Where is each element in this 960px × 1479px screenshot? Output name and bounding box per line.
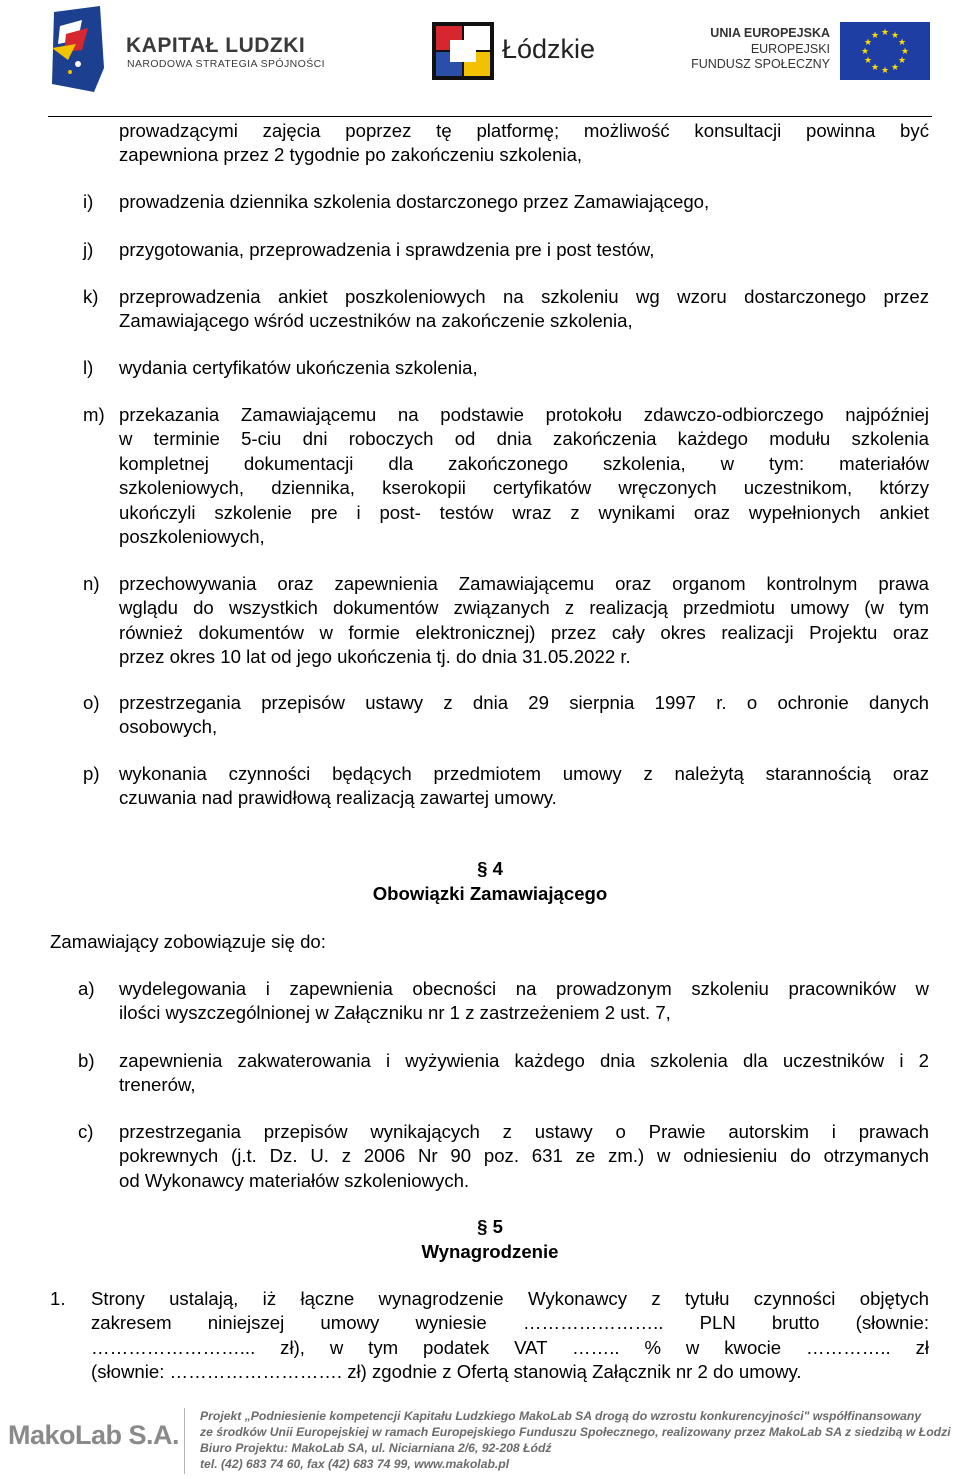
svg-text:★: ★ <box>880 28 890 38</box>
list-item-line: przekazania Zamawiającemu na podstawie protokołu zdawczo-odbiorczego najpóźniej <box>119 404 929 425</box>
eu-flag-icon <box>840 22 930 80</box>
list-item-line: Zamawiającego wśród uczestników na zakończenie szkolenia, <box>119 310 633 332</box>
svg-text:★: ★ <box>863 56 873 66</box>
svg-text:★: ★ <box>890 63 900 73</box>
list-item-label: m) <box>83 404 105 425</box>
footer-line-4: tel. (42) 683 74 60, fax (42) 683 74 99, www.makolab.pl <box>200 1457 510 1471</box>
list-item-line: prowadzenia dziennika szkolenia dostarczonego przez Zamawiającego, <box>119 191 710 212</box>
list-item-line: od Wykonawcy materiałów szkoleniowych. <box>119 1169 470 1191</box>
section-4-number: § 4 <box>477 858 503 879</box>
eu-line-2: EUROPEJSKI <box>750 42 830 56</box>
list-item-label: c) <box>78 1121 94 1142</box>
list-item-line: wydelegowania i zapewnienia obecności na prowadzonym szkoleniu pracowników w <box>119 978 929 999</box>
kl-title: KAPITAŁ LUDZKI <box>126 34 306 57</box>
section-4-intro: Zamawiający zobowiązuje się do: <box>50 931 326 952</box>
list-item-line: (słownie: ………………………. zł) zgodnie z Ofertą stanowią Załącznik nr 2 do umowy. <box>91 1361 802 1383</box>
list-item-label: o) <box>83 692 100 713</box>
svg-text:★: ★ <box>897 38 907 48</box>
logo-bar <box>0 0 960 110</box>
list-item-line: wglądu do wszystkich dokumentów związanych z realizacją przedmiotu umowy (w tym <box>119 597 929 619</box>
svg-text:★: ★ <box>863 38 873 48</box>
header-rule <box>48 116 932 117</box>
list-item-line: przeprowadzenia ankiet poszkoleniowych na szkoleniu wg wzoru dostarczonego przez <box>119 286 929 307</box>
list-item-label: 1. <box>50 1288 66 1309</box>
lodzkie-logo-icon <box>432 22 494 80</box>
list-item-label: l) <box>83 357 94 378</box>
list-item-line: przez okres 10 lat od jego ukończenia tj. do dnia 31.05.2022 r. <box>119 646 631 668</box>
list-item-label: i) <box>83 191 94 212</box>
list-item-line: poszkoleniowych, <box>119 526 265 547</box>
footer-divider <box>184 1408 185 1474</box>
list-item-label: b) <box>78 1050 95 1071</box>
section-5-number: § 5 <box>477 1216 503 1237</box>
svg-text:★: ★ <box>880 66 890 76</box>
footer-line-3: Biuro Projektu: MakoLab SA, ul. Niciarniana 2/6, 92-208 Łódź <box>200 1441 552 1455</box>
list-item-label: j) <box>83 239 94 260</box>
eu-line-3: FUNDUSZ SPOŁECZNY <box>691 57 830 71</box>
list-item-line: zakresem niniejszej umowy wyniesie ………………….. PLN brutto (słownie: <box>91 1312 929 1334</box>
list-item-line: kompletnej dokumentacji dla zakończonego szkolenia, w tym: materiałów <box>119 452 929 474</box>
list-item-line: prowadzącymi zajęcia poprzez tę platformę; możliwość konsultacji powinna być <box>119 120 929 141</box>
footer-line-1: Projekt „Podniesienie kompetencji Kapitału Ludzkiego MakoLab SA drogą do wzrostu konkurencyjności" współfinansowany <box>200 1409 922 1423</box>
list-item-line: osobowych, <box>119 716 218 738</box>
eu-line-1: UNIA EUROPEJSKA <box>710 26 830 40</box>
list-item-line: pokrewnych (j.t. Dz. U. z 2006 Nr 90 poz. 631 ze zm.) w odniesieniu do otrzymanych <box>119 1145 929 1167</box>
list-item-line: Strony ustalają, iż łączne wynagrodzenie Wykonawcy z tytułu czynności objętych <box>91 1288 929 1309</box>
list-item-line: szkoleniowych, dziennika, kserokopii certyfikatów wręczonych uczestnikom, którzy <box>119 477 929 499</box>
list-item-line: przestrzegania przepisów wynikających z ustawy o Prawie autorskim i prawach <box>119 1121 929 1142</box>
makolab-logo: MakoLab S.A. <box>8 1420 180 1450</box>
list-item-line: w terminie 5-ciu dni roboczych od dnia zakończenia każdego modułu szkolenia <box>119 428 929 450</box>
list-item-line: przechowywania oraz zapewnienia Zamawiającemu oraz organom kontrolnym prawa <box>119 573 929 594</box>
svg-text:★: ★ <box>897 56 907 66</box>
footer-line-2: ze środków Unii Europejskiej w ramach Europejskiego Funduszu Społecznego, realizowany przez MakoLab SA z siedzibą w Łodzi <box>200 1425 951 1439</box>
svg-text:★: ★ <box>890 31 900 41</box>
list-item-line: ……………………... zł), w tym podatek VAT …….. % w kwocie ………….. zł <box>91 1336 929 1358</box>
list-item-line: ilości wyszczególnionej w Załączniku nr 1 z zastrzeżeniem 2 ust. 7, <box>119 1002 671 1024</box>
list-item-line: zapewniona przez 2 tygodnie po zakończeniu szkolenia, <box>119 144 583 166</box>
section-5-title: Wynagrodzenie <box>421 1241 559 1262</box>
section-4-title: Obowiązki Zamawiającego <box>372 883 608 904</box>
svg-text:★: ★ <box>900 47 910 57</box>
list-item-line: czuwania nad prawidłową realizacją zawartej umowy. <box>119 787 557 809</box>
list-item-label: n) <box>83 573 100 594</box>
lodzkie-title: Łódzkie <box>502 34 596 64</box>
list-item-line: trenerów, <box>119 1074 196 1096</box>
svg-text:★: ★ <box>870 63 880 73</box>
list-item-line: zapewnienia zakwaterowania i wyżywienia każdego dnia szkolenia dla uczestników i 2 <box>119 1050 929 1071</box>
list-item-line: również dokumentów w formie elektronicznej) przez cały okres realizacji Projektu oraz <box>119 621 929 643</box>
list-item-label: k) <box>83 286 99 307</box>
kl-subtitle: NARODOWA STRATEGIA SPÓJNOŚCI <box>127 58 325 70</box>
kapital-ludzki-logo-icon <box>48 4 108 94</box>
list-item-label: a) <box>78 978 95 999</box>
footer <box>0 1400 960 1479</box>
svg-text:★: ★ <box>870 31 880 41</box>
list-item-line: wydania certyfikatów ukończenia szkolenia, <box>119 357 478 378</box>
list-item-label: p) <box>83 763 100 784</box>
list-item-line: ukończyli szkolenie pre i post- testów wraz z wynikami oraz wypełnionych ankiet <box>119 501 929 523</box>
list-item-line: wykonania czynności będących przedmiotem umowy z należytą starannością oraz <box>119 763 929 784</box>
list-item-line: przygotowania, przeprowadzenia i sprawdzenia pre i post testów, <box>119 239 655 260</box>
svg-text:★: ★ <box>860 47 870 57</box>
list-item-line: przestrzegania przepisów ustawy z dnia 29 sierpnia 1997 r. o ochronie danych <box>119 692 929 713</box>
